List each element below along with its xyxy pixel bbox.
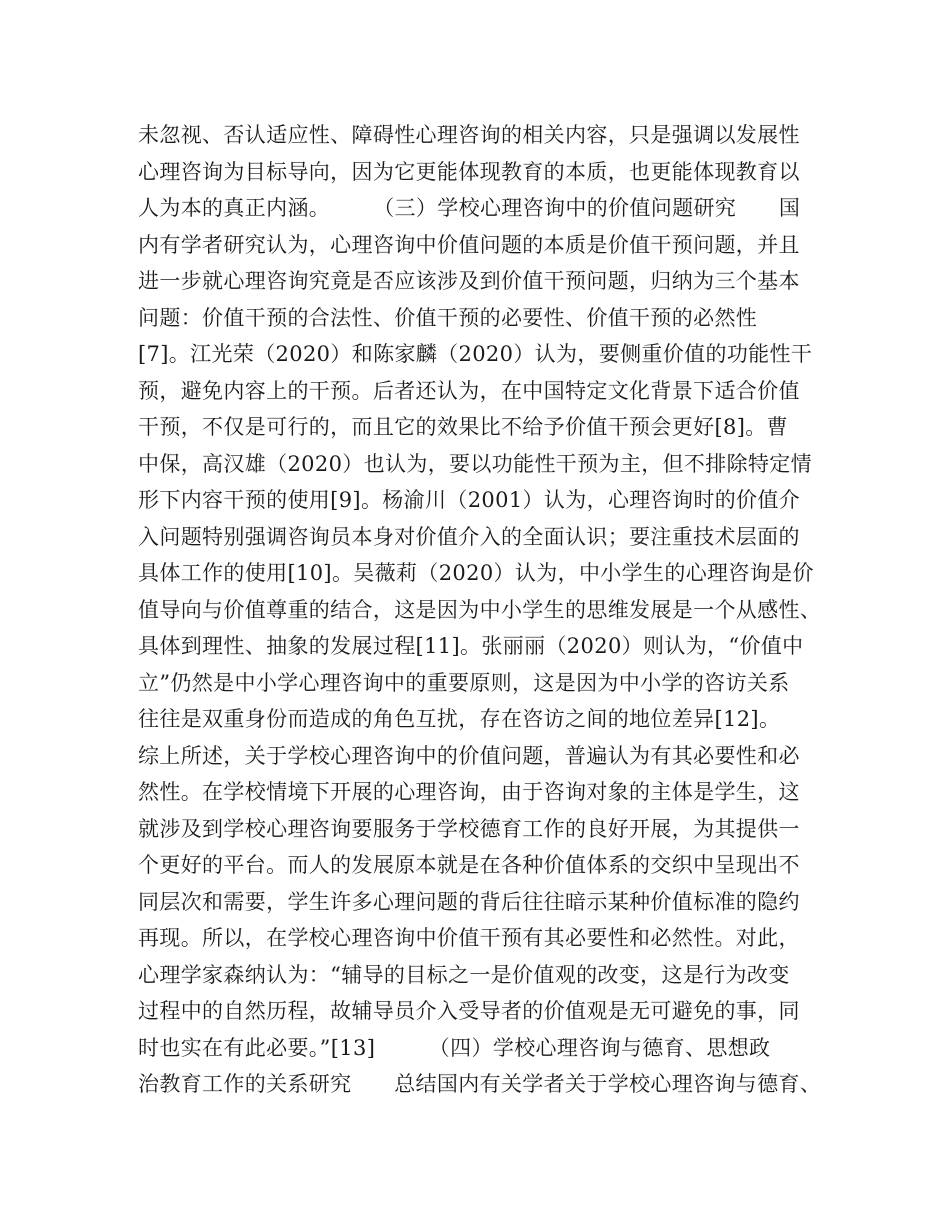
text-line: 就涉及到学校心理咨询要服务于学校德育工作的良好开展，为其提供一 [138, 816, 800, 841]
text-line: 心理学家森纳认为：“辅导的目标之一是价值观的改变，这是行为改变 [138, 962, 790, 987]
text-line: 干预，不仅是可行的，而且它的效果比不给予价值干预会更好[8]。曹 [138, 415, 788, 439]
text-line: 进一步就心理咨询究竟是否应该涉及到价值干预问题，归纳为三个基本 [138, 269, 800, 293]
text-line: 然性。在学校情境下开展的心理咨询，由于咨询对象的主体是学生，这 [138, 780, 800, 804]
text-line: 具体工作的使用[10]。吴薇莉（2020）认为，中小学生的心理咨询是价 [138, 561, 814, 585]
text-line: 人为本的真正内涵。 （三）学校心理咨询中的价值问题研究 国 [138, 196, 801, 220]
text-line: 再现。所以，在学校心理咨询中价值干预有其必要性和必然性。对此， [138, 926, 800, 950]
text-line: 入问题特别强调咨询员本身对价值介入的全面认识；要注重技术层面的 [138, 524, 800, 549]
text-line: 未忽视、否认适应性、障碍性心理咨询的相关内容，只是强调以发展性 [138, 123, 800, 147]
text-line: 心理咨询为目标导向，因为它更能体现教育的本质，也更能体现教育以 [138, 159, 800, 184]
text-line: 个更好的平台。而人的发展原本就是在各种价值体系的交织中呈现出不 [138, 853, 800, 877]
text-line: 过程中的自然历程，故辅导员介入受导者的价值观是无可避免的事，同 [138, 999, 800, 1023]
text-line: 内有学者研究认为，心理咨询中价值问题的本质是价值干预问题，并且 [138, 232, 800, 257]
text-line: 中保，高汉雄（2020）也认为，要以功能性干预为主，但不排除特定情 [138, 451, 812, 476]
text-line: [7]。江光荣（2020）和陈家麟（2020）认为，要侧重价值的功能性干 [138, 342, 813, 366]
text-line: 综上所述，关于学校心理咨询中的价值问题，普遍认为有其必要性和必 [138, 743, 800, 768]
text-line: 立”仍然是中小学心理咨询中的重要原则，这是因为中小学的咨访关系 [138, 670, 790, 695]
text-line: 形下内容干预的使用[9]。杨渝川（2001）认为，心理咨询时的价值介 [138, 488, 801, 512]
body-text [138, 117, 828, 1103]
text-line: 往往是双重身份而造成的角色互扰，存在咨访之间的地位差异[12]。 [138, 707, 781, 731]
text-line: 值导向与价值尊重的结合，这是因为中小学生的思维发展是一个从感性、 [138, 597, 822, 622]
text-line: 同层次和需要，学生许多心理问题的背后往往暗示某种价值标准的隐约 [138, 889, 800, 914]
text-line: 治教育工作的关系研究 总结国内有关学者关于学校心理咨询与德育、 [138, 1072, 822, 1096]
text-line: 具体到理性、抽象的发展过程[11]。张丽丽（2020）则认为，“价值中 [138, 634, 804, 658]
text-line: 时也实在有此必要。”[13] （四）学校心理咨询与德育、思想政 [138, 1035, 771, 1060]
text-line: 预，避免内容上的干预。后者还认为，在中国特定文化背景下适合价值 [138, 378, 800, 403]
text-line: 问题：价值干预的合法性、价值干预的必要性、价值干预的必然性 [138, 305, 758, 330]
